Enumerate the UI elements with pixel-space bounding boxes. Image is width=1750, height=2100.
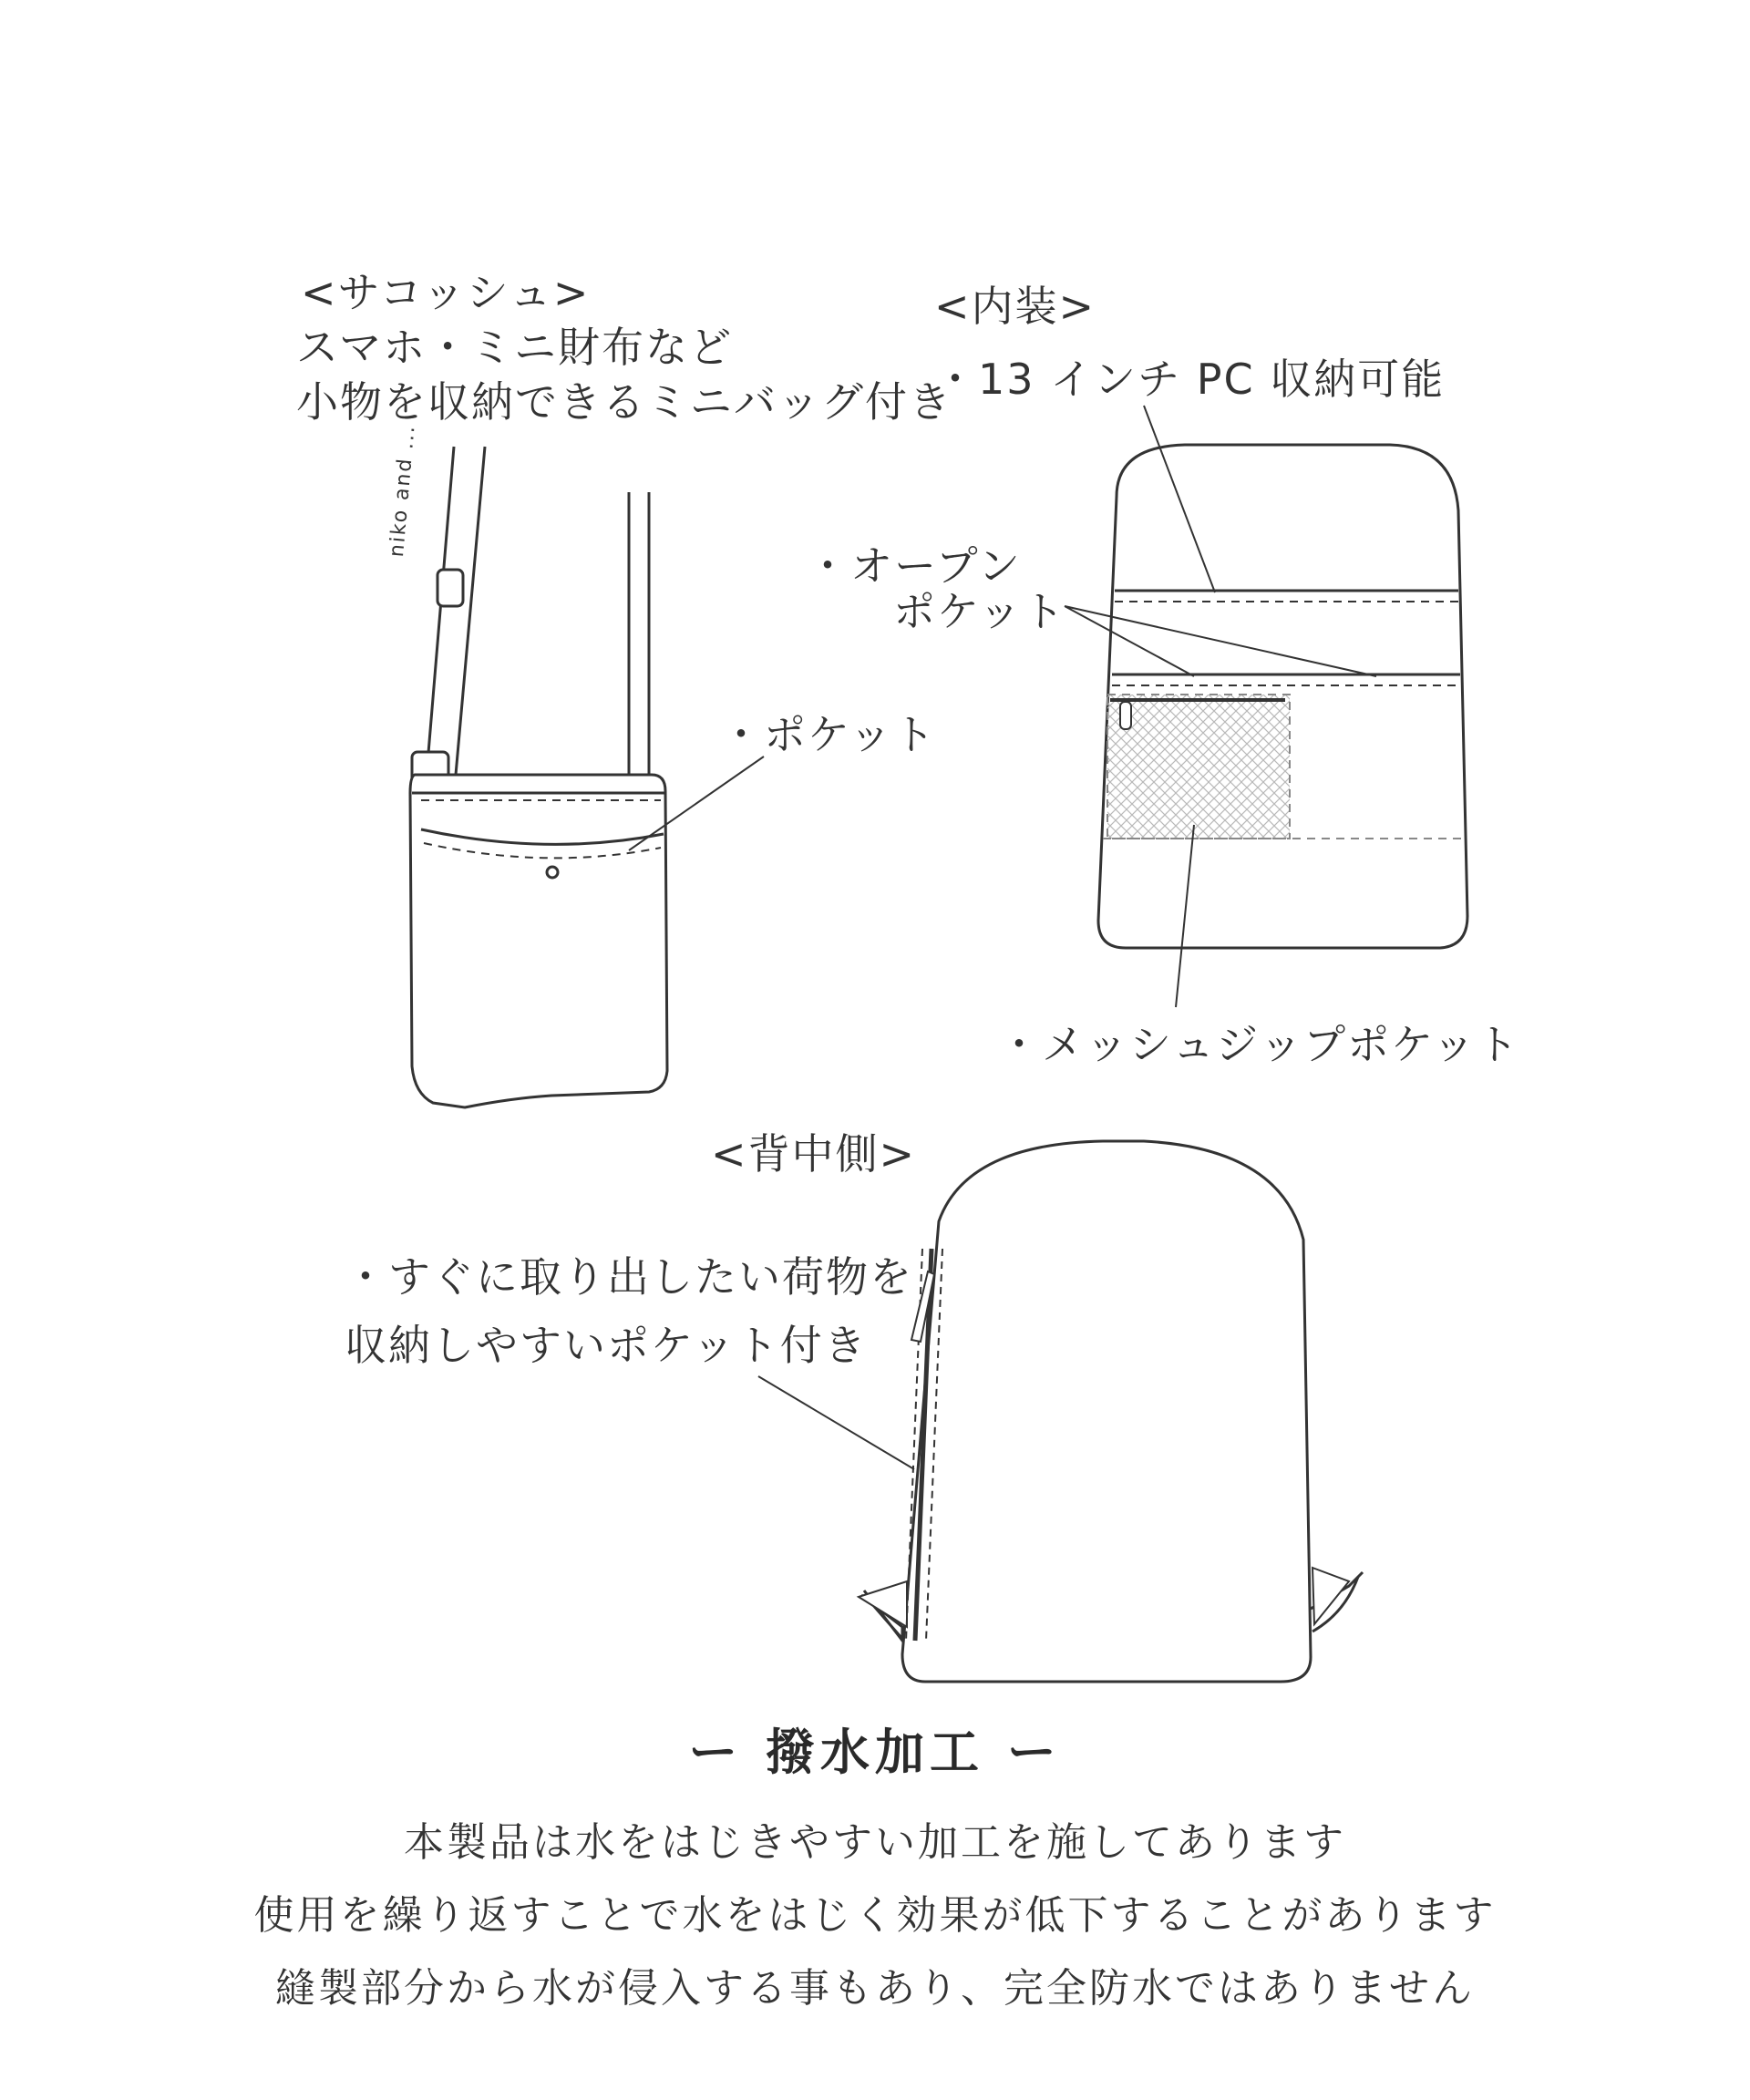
water-repellent-line2: 使用を繰り返すことで水をはじく効果が低下することがあります bbox=[253, 1892, 1497, 1939]
zip-pull bbox=[1120, 702, 1131, 729]
sacoche-pocket-label: ・ポケット bbox=[720, 710, 937, 759]
strap-buckle bbox=[438, 570, 463, 606]
interior-illustration bbox=[1065, 406, 1467, 1007]
water-repellent-title: ー 撥水加工 ー bbox=[688, 1724, 1062, 1781]
interior-pc-label: ・13 インチ PC 収納可能 bbox=[934, 355, 1446, 404]
interior-open-pocket-line1: ・オープン bbox=[807, 541, 1022, 591]
water-repellent-line1: 本製品は水をはじきやすい加工を施してあります bbox=[404, 1819, 1346, 1866]
interior-heading: <内装> bbox=[934, 282, 1096, 331]
sacoche-desc-line2: 小物を収納できるミニバッグ付き bbox=[296, 377, 952, 427]
sacoche-desc-line1: スマホ・ミニ財布など bbox=[296, 323, 734, 372]
sacoche-illustration bbox=[410, 447, 764, 1107]
interior-open-pocket-line2: ポケット bbox=[893, 587, 1066, 636]
interior-mesh-label: ・メッシュジップポケット bbox=[998, 1020, 1520, 1069]
mesh-pocket bbox=[1107, 695, 1290, 839]
water-repellent-line3: 縫製部分から水が侵入する事もあり、完全防水ではありません bbox=[275, 1965, 1475, 2012]
back-heading: <背中側> bbox=[711, 1129, 917, 1179]
strap-brand-text: niko and ... bbox=[386, 423, 420, 559]
back-pocket-line1: ・すぐに取り出したい荷物を bbox=[345, 1252, 913, 1302]
back-illustration bbox=[758, 1141, 1363, 1682]
sacoche-heading: <サコッシュ> bbox=[301, 268, 591, 317]
back-pocket-line2: 収納しやすいポケット付き bbox=[345, 1321, 868, 1370]
